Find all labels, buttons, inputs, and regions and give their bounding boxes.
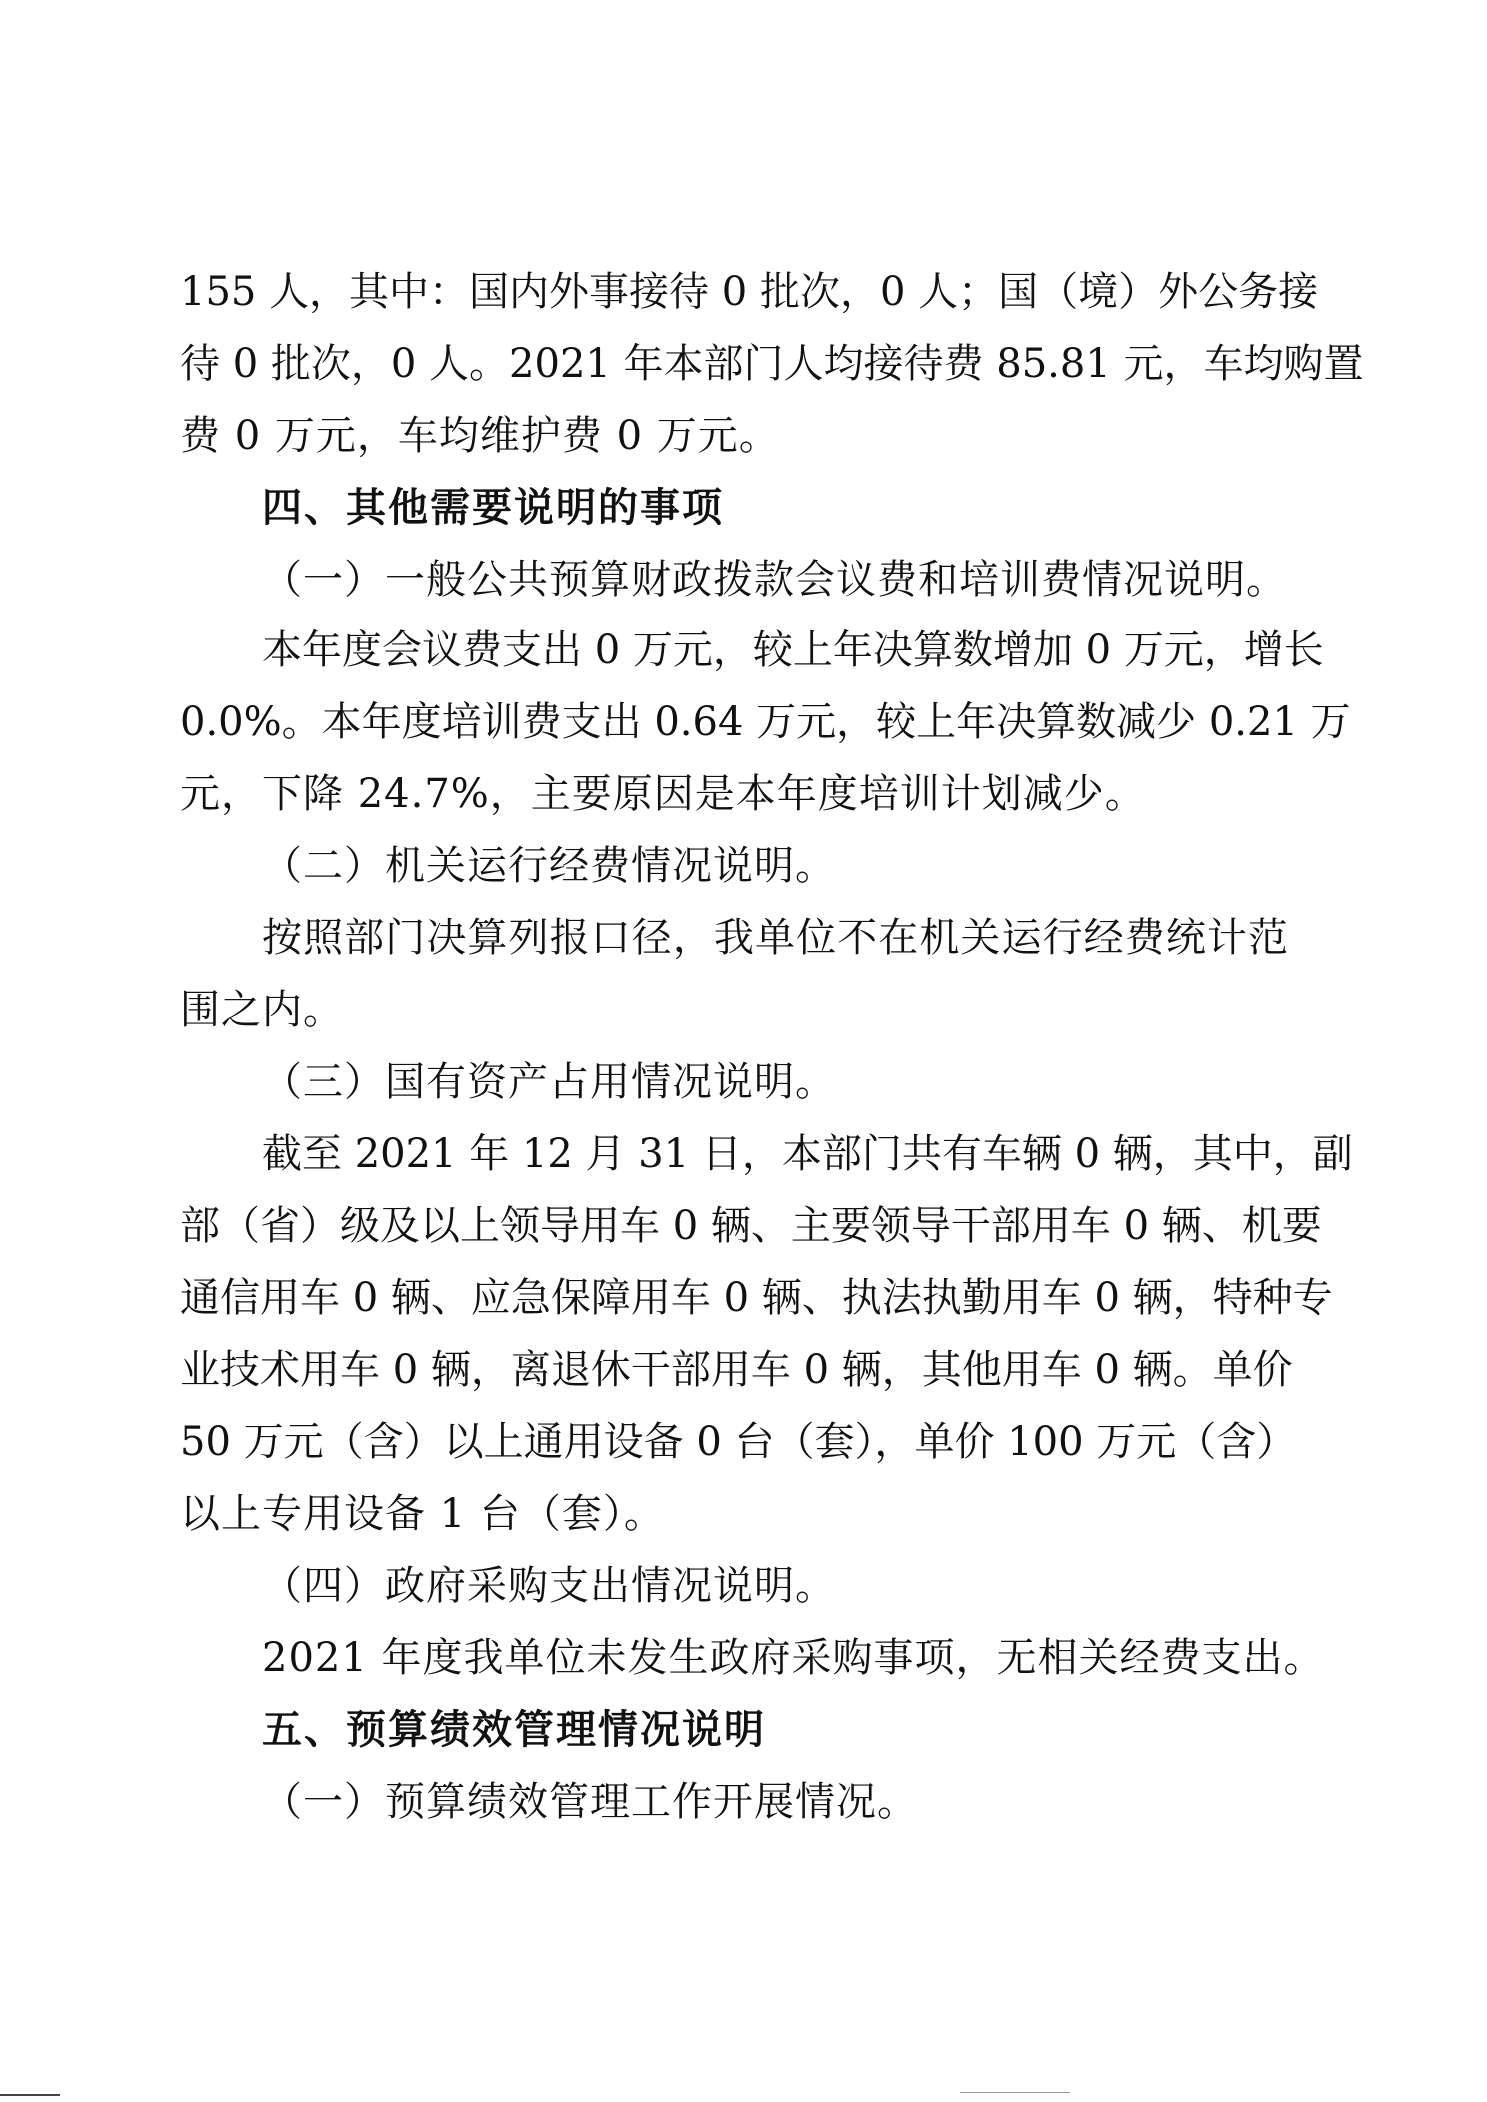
- subsection-heading-5-1: （一）预算绩效管理工作开展情况。: [262, 1779, 918, 1825]
- body-line-16: 业技术用车 0 辆，离退休干部用车 0 辆，其他用车 0 辆。单价: [180, 1347, 1293, 1393]
- subsection-heading-4-4: （四）政府采购支出情况说明。: [262, 1563, 836, 1609]
- body-line-2: 待 0 批次，0 人。2021 年本部门人均接待费 85.81 元，车均购置: [180, 341, 1364, 387]
- body-line-6: 本年度会议费支出 0 万元，较上年决算数增加 0 万元，增长: [262, 627, 1324, 673]
- scan-artifact-left: [0, 2094, 60, 2096]
- body-line-11: 围之内。: [180, 987, 344, 1033]
- section-heading-4: 四、其他需要说明的事项: [262, 485, 724, 531]
- body-line-1: 155 人，其中：国内外事接待 0 批次，0 人；国（境）外公务接: [180, 269, 1319, 315]
- body-line-14: 部（省）级及以上领导用车 0 辆、主要领导干部用车 0 辆、机要: [180, 1203, 1322, 1249]
- body-line-18: 以上专用设备 1 台（套）。: [180, 1491, 665, 1537]
- body-line-10: 按照部门决算列报口径，我单位不在机关运行经费统计范: [262, 915, 1288, 961]
- section-heading-5: 五、预算绩效管理情况说明: [262, 1707, 766, 1753]
- subsection-heading-4-2: （二）机关运行经费情况说明。: [262, 843, 836, 889]
- body-line-8: 元，下降 24.7%，主要原因是本年度培训计划减少。: [180, 771, 1146, 817]
- body-line-15: 通信用车 0 辆、应急保障用车 0 辆、执法执勤用车 0 辆，特种专: [180, 1275, 1333, 1321]
- body-line-7: 0.0%。本年度培训费支出 0.64 万元，较上年决算数减少 0.21 万: [180, 699, 1351, 745]
- subsection-heading-4-1: （一）一般公共预算财政拨款会议费和培训费情况说明。: [262, 557, 1287, 603]
- body-line-20: 2021 年度我单位未发生政府采购事项，无相关经费支出。: [262, 1635, 1325, 1681]
- scan-artifact-bottom: [960, 2092, 1070, 2093]
- body-line-17: 50 万元（含）以上通用设备 0 台（套），单价 100 万元（含）: [180, 1419, 1297, 1465]
- body-line-3: 费 0 万元，车均维护费 0 万元。: [180, 413, 780, 459]
- subsection-heading-4-3: （三）国有资产占用情况说明。: [262, 1059, 836, 1105]
- body-line-13: 截至 2021 年 12 月 31 日，本部门共有车辆 0 辆，其中，副: [262, 1131, 1353, 1177]
